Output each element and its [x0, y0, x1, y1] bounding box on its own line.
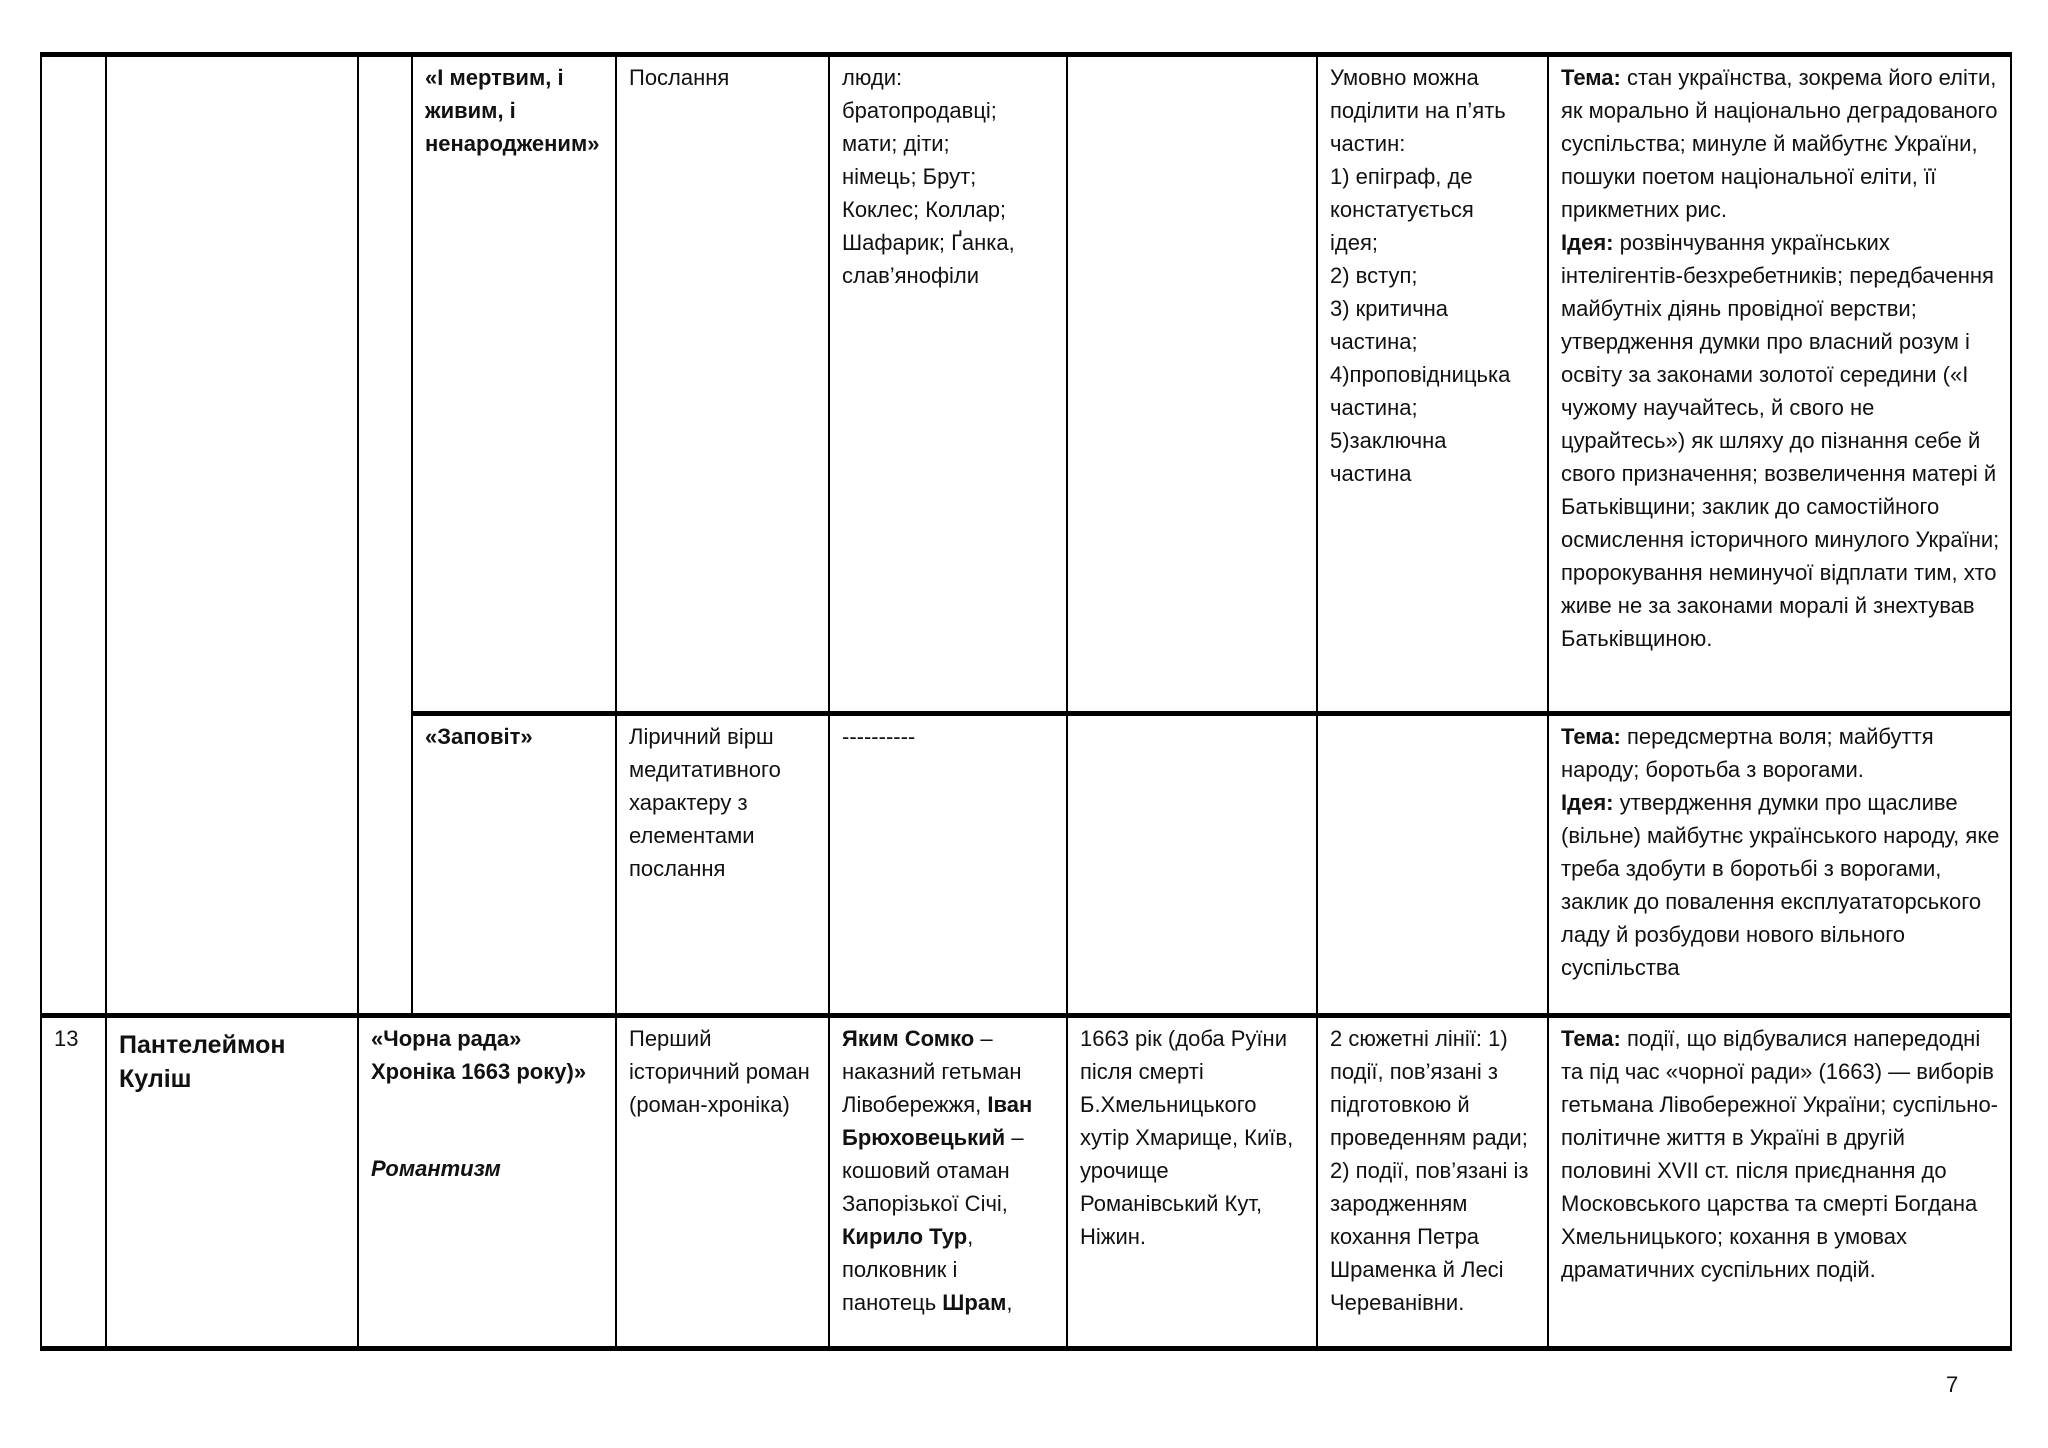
genre-cell	[616, 55, 829, 714]
characters-cell	[829, 714, 1067, 1016]
character-name: Кирило Тур	[842, 1224, 968, 1249]
author-cell	[106, 1016, 358, 1349]
setting-cell	[1067, 55, 1317, 714]
work-title-cell	[412, 714, 616, 1016]
spacer-cell	[358, 55, 412, 1016]
composition-cell	[1317, 55, 1548, 714]
characters-text: люди: братопродавці; мати; діти; німець; Брут; Коклес; Коллар; Шафарик; Ґанка, слав’янофіли	[842, 65, 1015, 288]
genre-text: Перший історичний роман (роман-хроніка)	[629, 1026, 810, 1117]
genre-cell	[616, 714, 829, 1016]
composition-text: 2 сюжетні лінії: 1) події, пов’язані з підготовкою й проведенням ради; 2) події, пов’язані із зародженням кохання Петра Шраменка й Лесі Череванівни.	[1330, 1026, 1529, 1315]
theme-idea-cell	[1548, 55, 2011, 714]
character-name: Яким Сомко	[842, 1026, 975, 1051]
setting-cell	[1067, 1016, 1317, 1349]
page-number: 7	[1946, 1372, 1959, 1397]
row-number-cell	[41, 1016, 106, 1349]
literary-movement: Романтизм	[371, 1156, 501, 1181]
theme-label: Тема:	[1561, 1026, 1621, 1051]
work-title-cell	[412, 55, 616, 714]
work-title-cell	[358, 1016, 616, 1349]
characters-text: ----------	[842, 724, 916, 749]
theme-text: події, що відбувалися напередодні та під час «чорної ради» (1663) — виборів гетьмана Лівобережної України; суспільно-політичне життя в Україні в другій половині XVII ст. після приєднання до Московського царства та смерті Богдана Хмельницького; кохання в умовах драматичних суспільних подій.	[1561, 1026, 1999, 1282]
idea-text: розвінчування українських інтелігентів-безхребетників; передбачення майбутніх діянь провідної верстви; утвердження думки про власний розум і освіту за законами золотої середини («І чужому научайтесь, й свого не цурайтесь») як шляху до пізнання себе й свого призначення; возвеличення матері й Батьківщини; заклик до самостійного осмислення історичного минулого України; пророкування неминучої відплати тим, хто живе не за законами моралі й знехтував Батьківщиною.	[1561, 230, 2000, 651]
table-row	[41, 55, 2011, 714]
setting-text: 1663 рік (доба Руїни після смерті Б.Хмельницького хутір Хмарище, Київ, урочище Романівський Кут, Ніжин.	[1080, 1026, 1294, 1249]
theme-label: Тема:	[1561, 65, 1621, 90]
character-name: Шрам	[942, 1290, 1007, 1315]
characters-cell	[829, 55, 1067, 714]
composition-text: Умовно можна поділити на п’ять частин: 1) епіграф, де констатується ідея; 2) вступ; 3) критична частина; 4)проповідницька частина; 5)заключна частина	[1330, 65, 1511, 486]
theme-text: передсмертна воля; майбуття народу; боротьба з ворогами.	[1561, 724, 1934, 782]
theme-label: Тема:	[1561, 724, 1621, 749]
work-title: «Чорна рада» Хроніка 1663 року)»	[371, 1026, 587, 1084]
setting-cell	[1067, 714, 1317, 1016]
theme-idea-cell	[1548, 714, 2011, 1016]
literature-table	[40, 52, 2012, 1351]
author-cell	[106, 55, 358, 1016]
idea-label: Ідея:	[1561, 230, 1614, 255]
character-name: Іван Брюховецький	[842, 1092, 1033, 1150]
work-title: «І мертвим, і живим, і ненародженим»	[425, 65, 600, 156]
idea-label: Ідея:	[1561, 790, 1614, 815]
genre-text: Послання	[629, 65, 730, 90]
genre-cell	[616, 1016, 829, 1349]
idea-text: утвердження думки про щасливе (вільне) майбутнє українського народу, яке треба здобути в боротьбі з ворогами, заклик до повалення експлуататорського ладу й розбудови нового вільного суспільства	[1561, 790, 2000, 980]
row-number-cell	[41, 55, 106, 1016]
characters-cell: Яким Сомко – наказний гетьман Лівобережжя, Іван Брюховецький – кошовий отаман Запорізької Січі, Кирило Тур, полковник і панотець Шрам,	[829, 1016, 1067, 1349]
row-number: 13	[54, 1026, 79, 1051]
table-row	[41, 1016, 2011, 1349]
genre-text: Ліричний вірш медитативного характеру з елементами послання	[629, 724, 781, 881]
theme-text: стан українства, зокрема його еліти, як морально й національно деградованого суспільства; минуле й майбутнє України, пошуки поетом національної еліти, її прикметних рис.	[1561, 65, 1998, 222]
work-title: «Заповіт»	[425, 724, 533, 749]
composition-cell	[1317, 1016, 1548, 1349]
composition-cell	[1317, 714, 1548, 1016]
author-name: Пантелеймон Куліш	[119, 1031, 286, 1093]
theme-idea-cell	[1548, 1016, 2011, 1349]
